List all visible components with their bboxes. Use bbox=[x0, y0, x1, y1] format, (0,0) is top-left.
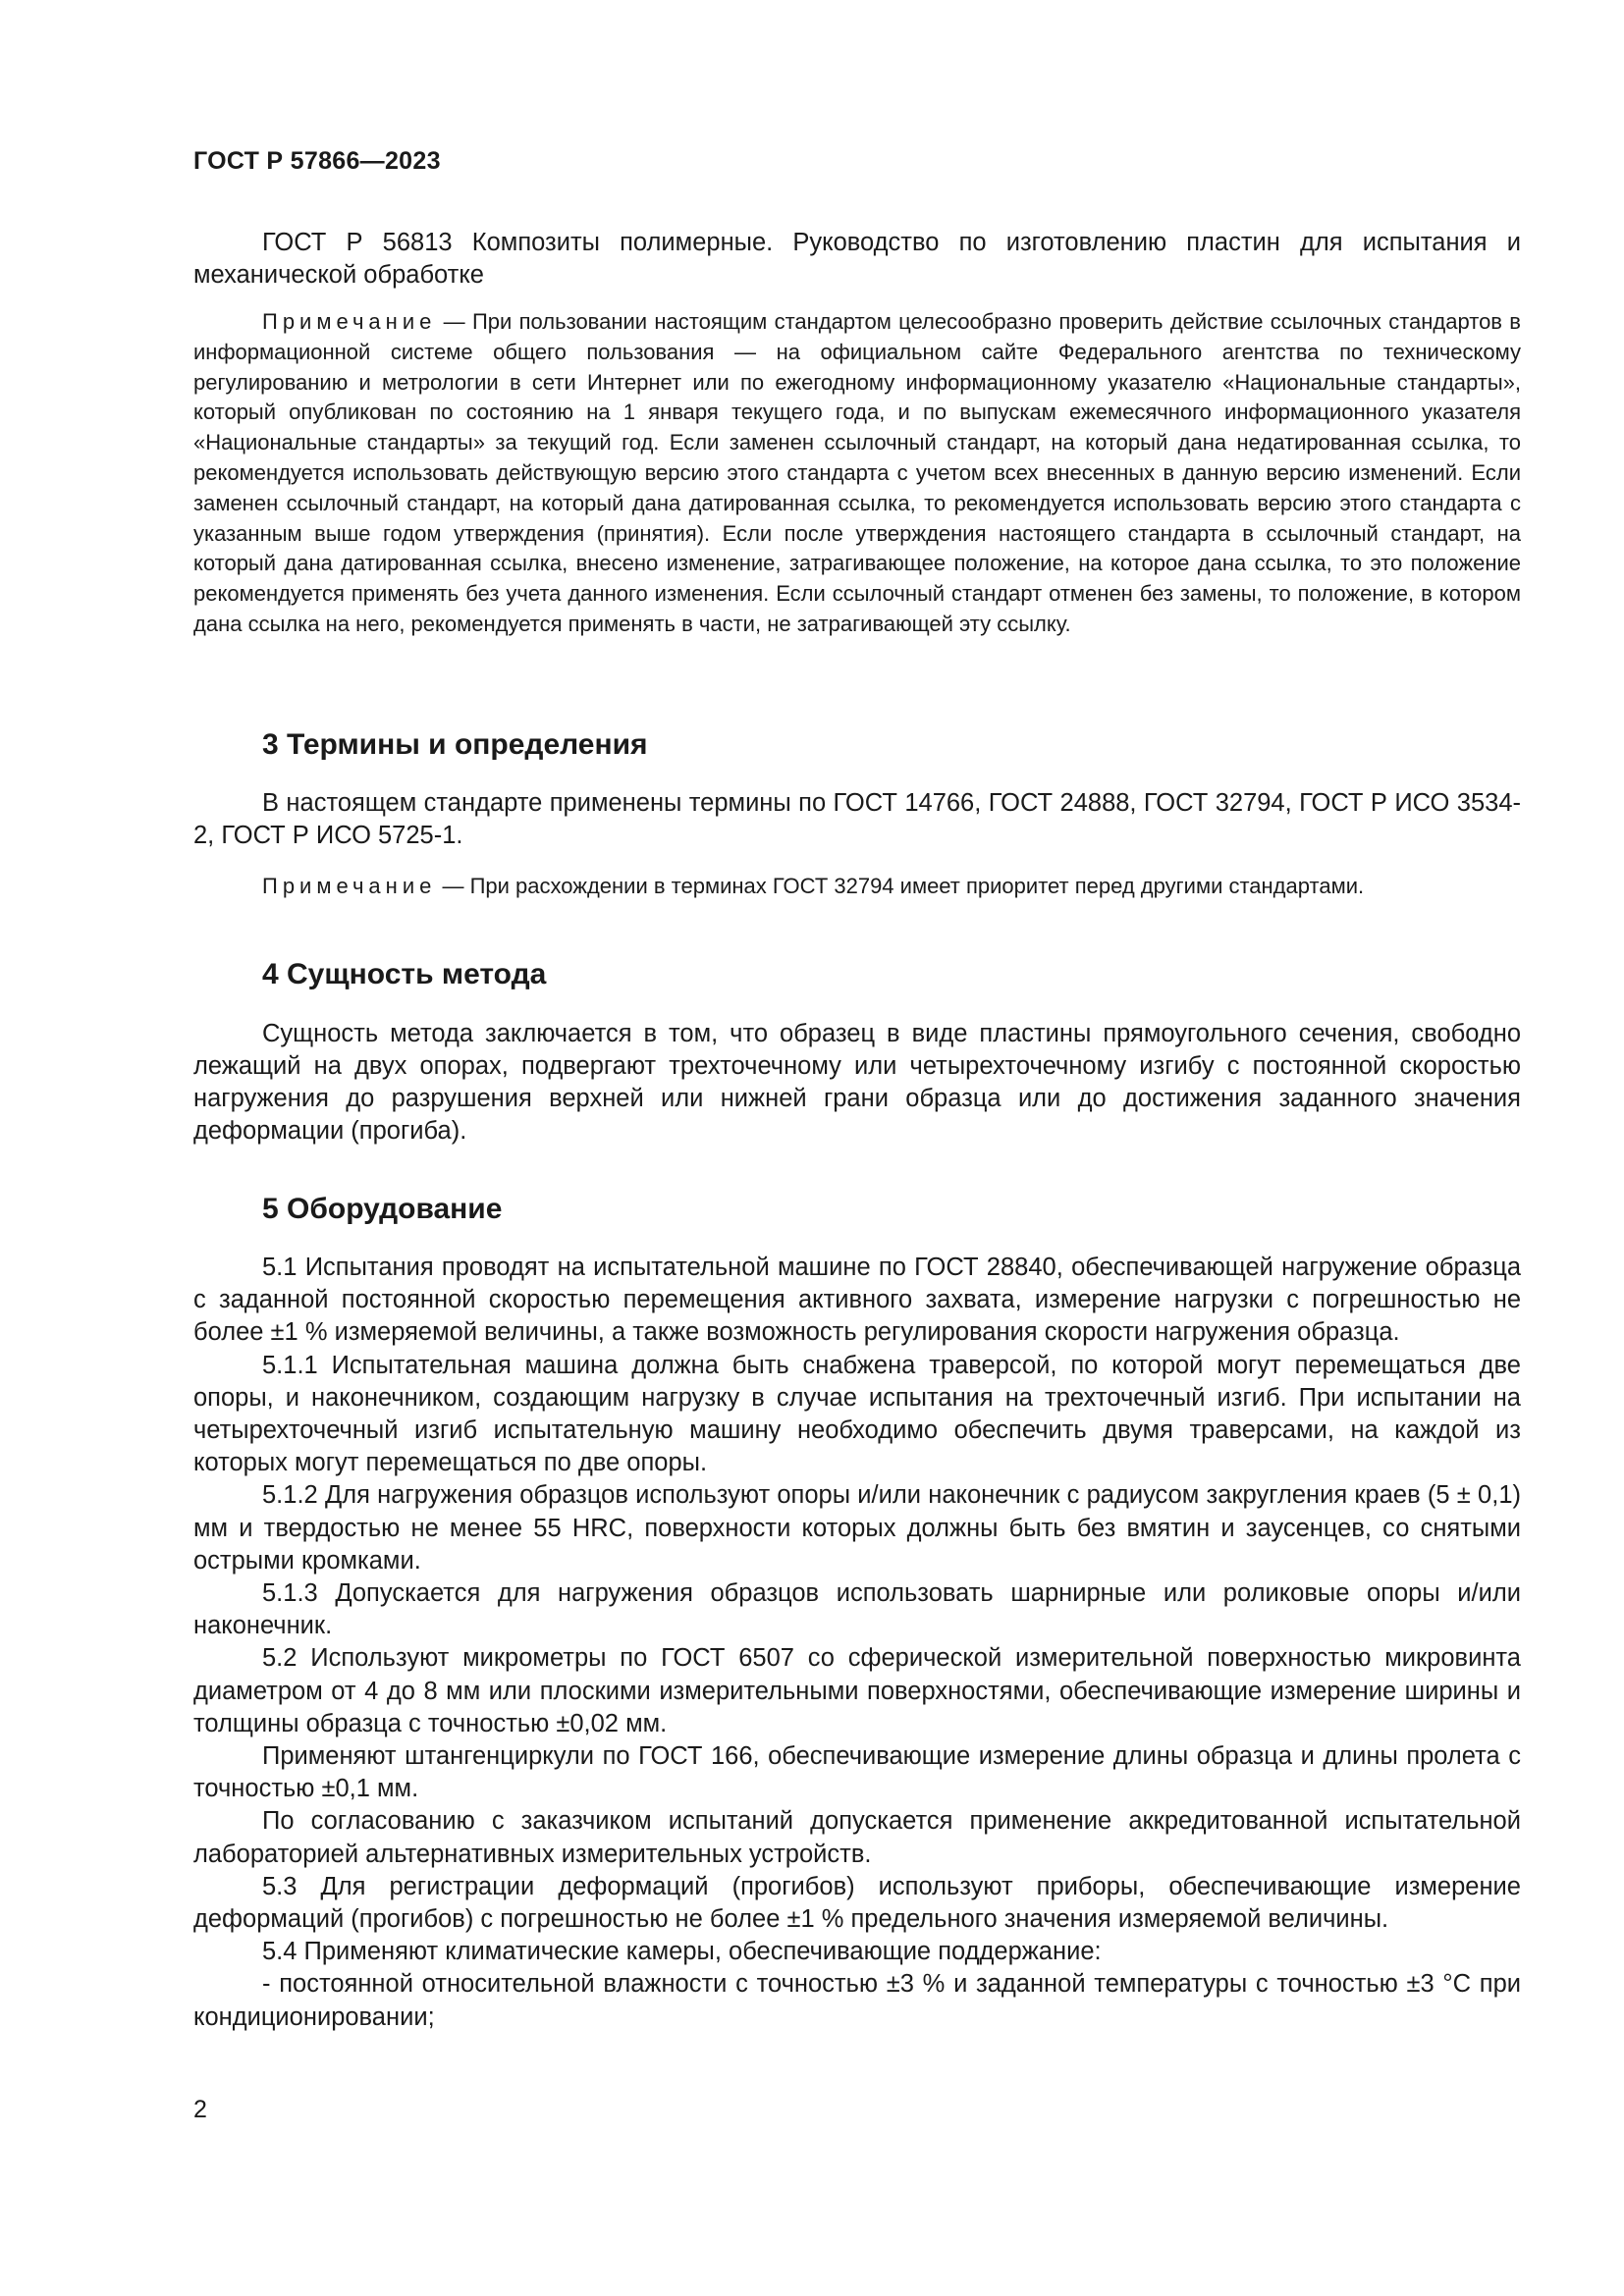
section-3-title: 3 Термины и определения bbox=[262, 728, 648, 761]
reference-note bbox=[193, 307, 1521, 640]
note-body: — При расхождении в терминах ГОСТ 32794 имеет приоритет перед другими стандартами. bbox=[436, 874, 1365, 898]
document-code-header: ГОСТ Р 57866—2023 bbox=[193, 147, 441, 175]
section-3-body bbox=[193, 787, 1521, 852]
section-3-note bbox=[193, 872, 1521, 902]
reference-entry-text: ГОСТ Р 56813 Композиты полимерные. Руководство по изготовлению пластин для испытания и механической обработке bbox=[193, 229, 1521, 289]
section-3-note-text bbox=[193, 872, 1521, 902]
page-number: 2 bbox=[193, 2096, 207, 2123]
reference-note-text bbox=[193, 307, 1521, 640]
note-body: — При пользовании настоящим стандартом целесообразно проверить действие ссылочных стандартов в информационной системе общего пользования — на официальном сайте Федерального агентства по техническому регулированию и метрологии в сети Интернет или по ежегодному информационному указателю «Национальные стандарты», который опубликован по состоянию на 1 января текущего года, и по выпускам ежемесячного информационного указателя «Национальные стандарты» за текущий год. Если заменен ссылочный стандарт, на который дана недатированная ссылка, то рекомендуется использовать действующую версию этого стандарта с учетом всех внесенных в данную версию изменений. Если заменен ссылочный стандарт, на который дана датированная ссылка, то рекомендуется использовать версию этого стандарта с указанным выше годом утверждения (принятия). Если после утверждения настоящего стандарта в ссылочный стандарт, на который дана датированная ссылка, внесено изменение, затрагивающее положение, на которое дана ссылка, то это положение рекомендуется применять без учета данного изменения. Если ссылочный стандарт отменен без замены, то положение, в котором дана ссылка на него, рекомендуется применять в части, не затрагивающей эту ссылку. bbox=[193, 309, 1521, 636]
reference-entry bbox=[193, 227, 1521, 292]
clause-paragraph: 5.3 Для регистрации деформаций (прогибов) используют приборы, обеспечивающие измерение деформаций (прогибов) с погрешностью не более ±1 % предельного значения измеряемой величины. bbox=[193, 1872, 1521, 1934]
clause-paragraph: 5.1.2 Для нагружения образцов используют опоры и/или наконечник с радиусом закругления краев (5 ± 0,1) мм и твердостью не менее 55 HRC, поверхности которых должны быть без вмятин и заусенцев, со снятыми острыми кромками. bbox=[193, 1481, 1521, 1575]
section-5 bbox=[193, 1193, 1521, 1226]
clause-paragraph: 5.1.1 Испытательная машина должна быть снабжена траверсой, по которой могут перемещаться две опоры, и наконечником, создающим нагрузку в случае испытания на трехточечный изгиб. При испытании на четырехточечный изгиб испытательную машину необходимо обеспечить двумя траверсами, на каждой из которых могут перемещаться по две опоры. bbox=[193, 1351, 1521, 1477]
section-4 bbox=[193, 958, 1521, 991]
note-label: Примечание bbox=[262, 874, 437, 898]
clause-paragraph: По согласованию с заказчиком испытаний допускается применение аккредитованной испытательной лабораторией альтернативных измерительных устройств. bbox=[193, 1807, 1521, 1868]
section-3-text: В настоящем стандарте применены термины по ГОСТ 14766, ГОСТ 24888, ГОСТ 32794, ГОСТ Р ИСО 3534-2, ГОСТ Р ИСО 5725-1. bbox=[193, 789, 1521, 849]
section-5-body bbox=[193, 1252, 1521, 2034]
clause-paragraph: 5.4 Применяют климатические камеры, обеспечивающие поддержание: bbox=[262, 1938, 1102, 1966]
section-4-title: 4 Сущность метода bbox=[262, 958, 547, 990]
clause-paragraph: 5.1.3 Допускается для нагружения образцов использовать шарнирные или роликовые опоры и/или наконечник. bbox=[193, 1579, 1521, 1640]
section-3 bbox=[193, 728, 1521, 762]
section-5-title: 5 Оборудование bbox=[262, 1193, 503, 1225]
clause-paragraph: 5.1 Испытания проводят на испытательной машине по ГОСТ 28840, обеспечивающей нагружение образца с заданной постоянной скоростью перемещения активного захвата, измерение нагрузки с погрешностью не более ±1 % измеряемой величины, а также возможность регулирования скорости нагружения образца. bbox=[193, 1254, 1521, 1347]
clause-paragraph: 5.2 Используют микрометры по ГОСТ 6507 со сферической измерительной поверхностью микровинта диаметром от 4 до 8 мм или плоскими измерительными поверхностями, обеспечивающие измерение ширины и толщины образца с точностью ±0,02 мм. bbox=[193, 1644, 1521, 1737]
section-4-body bbox=[193, 1018, 1521, 1148]
note-label: Примечание bbox=[262, 309, 437, 334]
clause-paragraph: Применяют штангенциркули по ГОСТ 166, обеспечивающие измерение длины образца и длины пролета с точностью ±0,1 мм. bbox=[193, 1742, 1521, 1803]
section-4-text: Сущность метода заключается в том, что образец в виде пластины прямоугольного сечения, свободно лежащий на двух опорах, подвергают трехточечному или четырехточечному изгибу с постоянной скоростью нагружения до разрушения верхней или нижней грани образца или до достижения заданного значения деформации (прогиба). bbox=[193, 1020, 1521, 1145]
clause-paragraph: - постоянной относительной влажности с точностью ±3 % и заданной температуры с точностью ±3 °С при кондиционировании; bbox=[193, 1970, 1521, 2031]
